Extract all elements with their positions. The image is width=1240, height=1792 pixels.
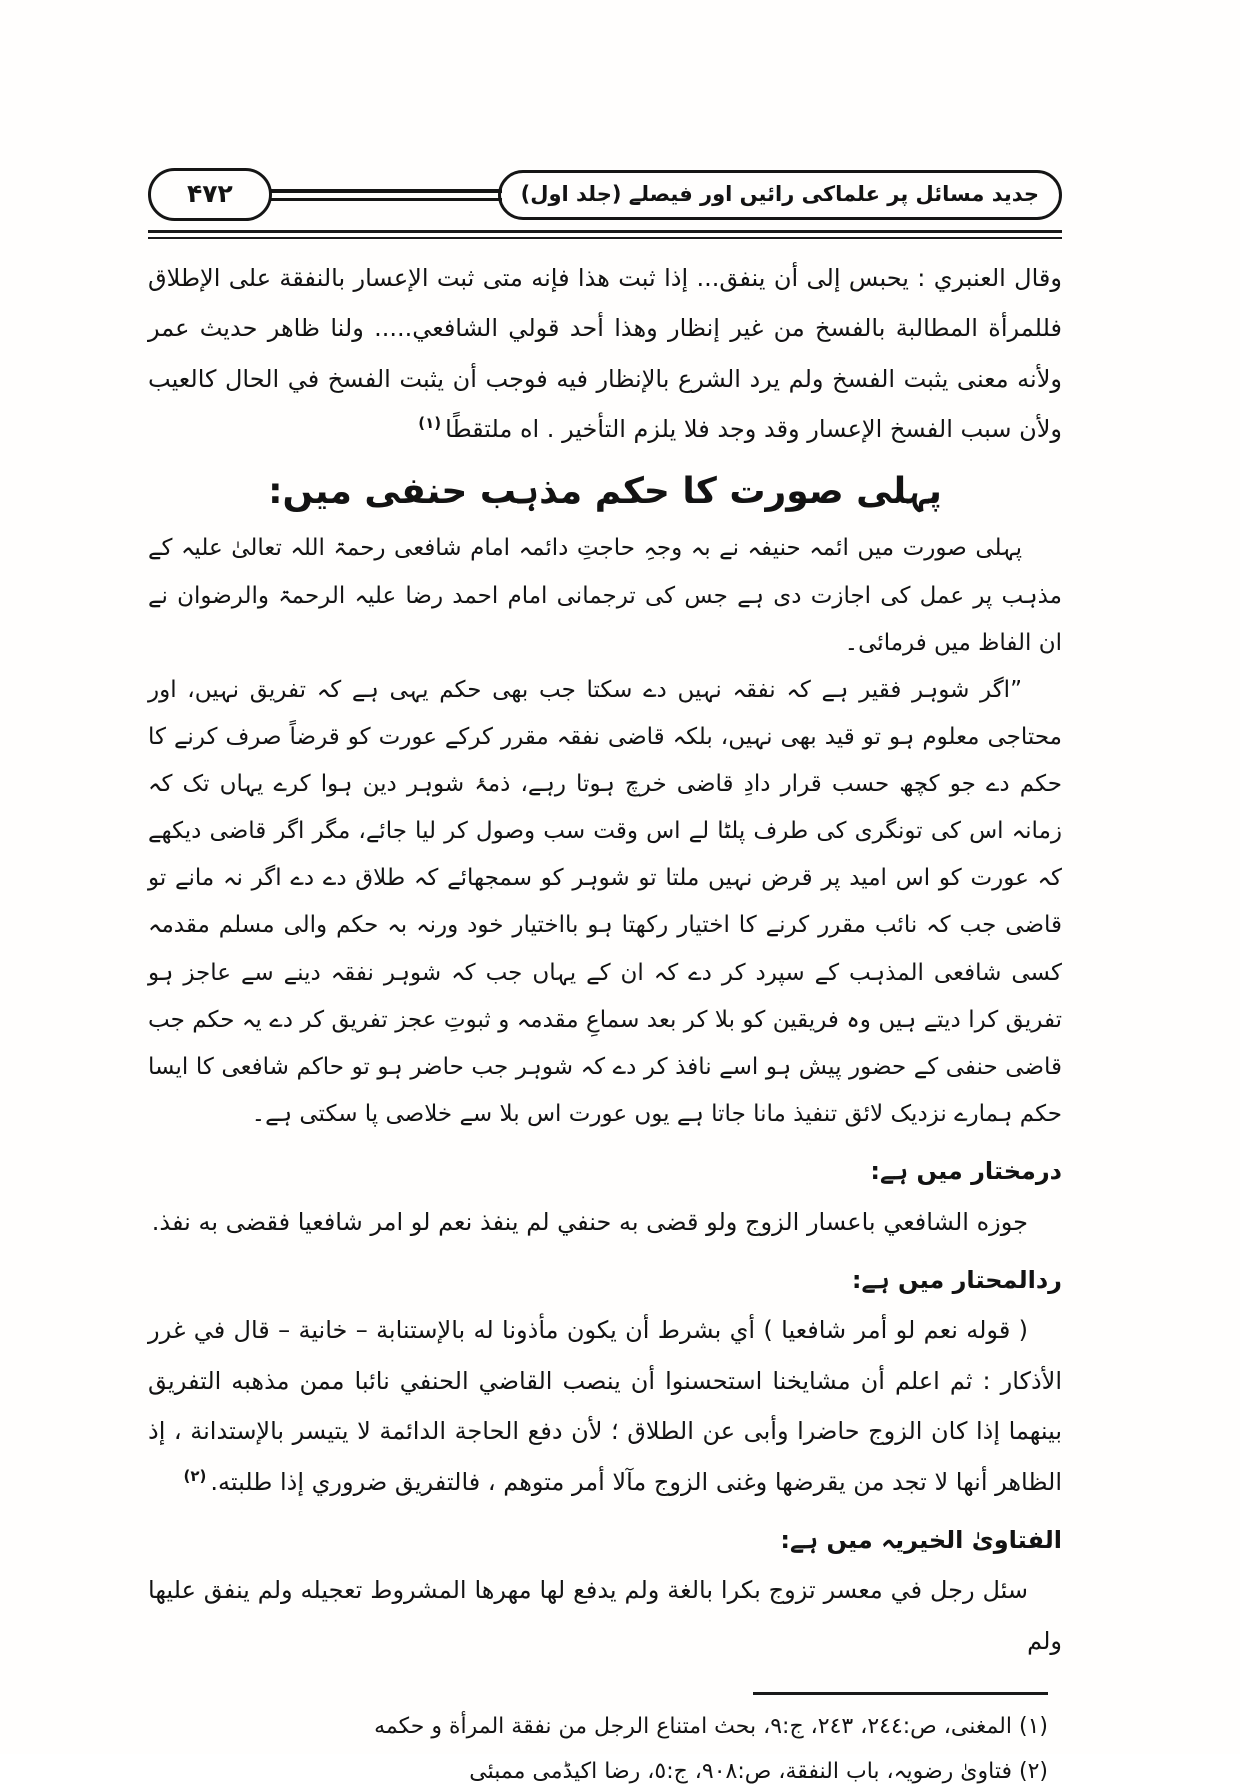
footnotes-section — [148, 1692, 1062, 1792]
book-title-capsule: جدید مسائل پر علماکی رائیں اور فیصلے (جلد اول) — [498, 170, 1062, 220]
radd-muhtar-arabic-text: ( قوله نعم لو أمر شافعيا ) أي بشرط أن يكون مأذونا له بالإستنابة – خانية – قال في غرر الأذكار : ثم اعلم أن مشايخنا استحسنوا أن ينصب القاضي الحنفي نائبا ممن مذهبه التفريق بينهما إذا كان الزوج حاضرا وأبى عن الطلاق ؛ لأن دفع الحاجة الدائمة لا يتيسر بالإستدانة ، إذ الظاهر أنها لا تجد من يقرضها وغنى الزوج مآلا أمر متوهم ، فالتفريق ضروري إذا طلبته. — [148, 1316, 1062, 1496]
page-header — [148, 168, 1062, 221]
fatawa-khayriyya-heading: الفتاویٰ الخیریہ میں ہے: — [780, 1525, 1062, 1554]
durr-mukhtar-arabic: جوزه الشافعي باعسار الزوج ولو قضى به حنفي لم ينفذ نعم لو امر شافعيا فقضى به نفذ. — [151, 1207, 1028, 1236]
footnote-ref-2: (۲) — [183, 1466, 207, 1485]
fatawa-khayriyya-arabic: سئل رجل في معسر تزوج بكرا بالغة ولم يدفع لها مهرها المشروط تعجيله ولم ينفق عليها ولم — [148, 1576, 1062, 1655]
durr-mukhtar-heading: درمختار میں ہے: — [870, 1157, 1062, 1186]
urdu-fatwa-quote-paragraph: ”اگر شوہر فقیر ہے کہ نفقہ نہیں دے سکتا جب بھی حکم یہی ہے کہ تفریق نہیں، اور محتاجی معلوم ہو تو قید بھی نہیں، بلکہ قاضی نفقہ مقرر کرکے عورت کو قرضاً صرف کرنے کا حکم دے جو کچھ حسب قرار دادِ قاضی خرچ ہوتا رہے، ذمۂ شوہر دین ہوا کرے یہاں تک کہ زمانہ اس کی تونگری کی طرف پلٹا لے اس وقت سب وصول کر لیا جائے، مگر اگر قاضی دیکھے کہ عورت کو اس امید پر قرض نہیں ملتا تو شوہر کو سمجھائے کہ طلاق دے دے اگر نہ مانے تو قاضی جب کہ نائب مقرر کرنے کا اختیار رکھتا ہو بااختیار خود ورنہ بہ حکم والی مسلم مقدمہ کسی شافعی المذہب کے سپرد کر دے کہ ان کے یہاں جب کہ شوہر نفقہ دینے سے عاجز ہو تفریق کرا دیتے ہیں وہ فریقین کو بلا کر بعد سماعِ مقدمہ و ثبوتِ عجز تفریق کر دے یہ حکم جب قاضی حنفی کے حضور پیش ہو اسے نافذ کر دے کہ شوہر جب حاضر ہو تو حاکم شافعی کا ایسا حکم ہمارے نزدیک لائق تنفیذ مانا جاتا ہے یوں عورت اس بلا سے خلاصی پا سکتی ہے۔ — [148, 676, 1062, 1128]
footnote-2: (۲) فتاویٰ رضویہ، باب النفقة، ص:٩٠٨، ج:٥، رضا اکیڈمی ممبئی — [469, 1758, 1048, 1784]
arabic-quote-mughni — [148, 253, 1062, 455]
footnote-separator-rule — [753, 1692, 1048, 1695]
section-heading: پہلی صورت کا حکم مذہب حنفی میں: — [268, 470, 942, 512]
page-content — [148, 253, 1062, 1792]
footnote-ref-1: (۱) — [418, 414, 442, 433]
arabic-quote-mughni-text: وقال العنبري : يحبس إلى أن ينفق... إذا ثبت هذا فإنه متى ثبت الإعسار بالنفقة على الإطلاق فللمرأة المطالبة بالفسخ من غير إنظار وهذا أحد قولي الشافعي..... ولنا ظاهر حديث عمر ولأنه معنى يثبت الفسخ ولم يرد الشرع بالإنظار فيه فوجب أن يثبت الفسخ في الحال كالعيب ولأن سبب الفسخ الإعسار وقد وجد فلا يلزم التأخير . اه ملتقطًا — [148, 264, 1062, 444]
footnote-1: (۱) المغنی، ص:٢٤٤، ٢٤٣، ج:٩، بحث امتناع الرجل من نفقة المرأة و حكمه — [374, 1714, 1048, 1740]
radd-muhtar-heading: ردالمحتار میں ہے: — [851, 1265, 1062, 1294]
header-connector-rule — [268, 189, 502, 201]
urdu-intro-paragraph: پہلی صورت میں ائمہ حنیفہ نے بہ وجہِ حاجتِ دائمہ امام شافعی رحمۃ اللہ تعالیٰ علیہ کے مذہب پر عمل کی اجازت دی ہے جس کی ترجمانی امام احمد رضا علیہ الرحمۃ والرضوان نے ان الفاظ میں فرمائی۔ — [148, 535, 1062, 656]
radd-muhtar-arabic — [148, 1305, 1062, 1507]
page-number-badge: ۴۷۲ — [148, 168, 272, 221]
header-double-rule — [148, 230, 1062, 239]
